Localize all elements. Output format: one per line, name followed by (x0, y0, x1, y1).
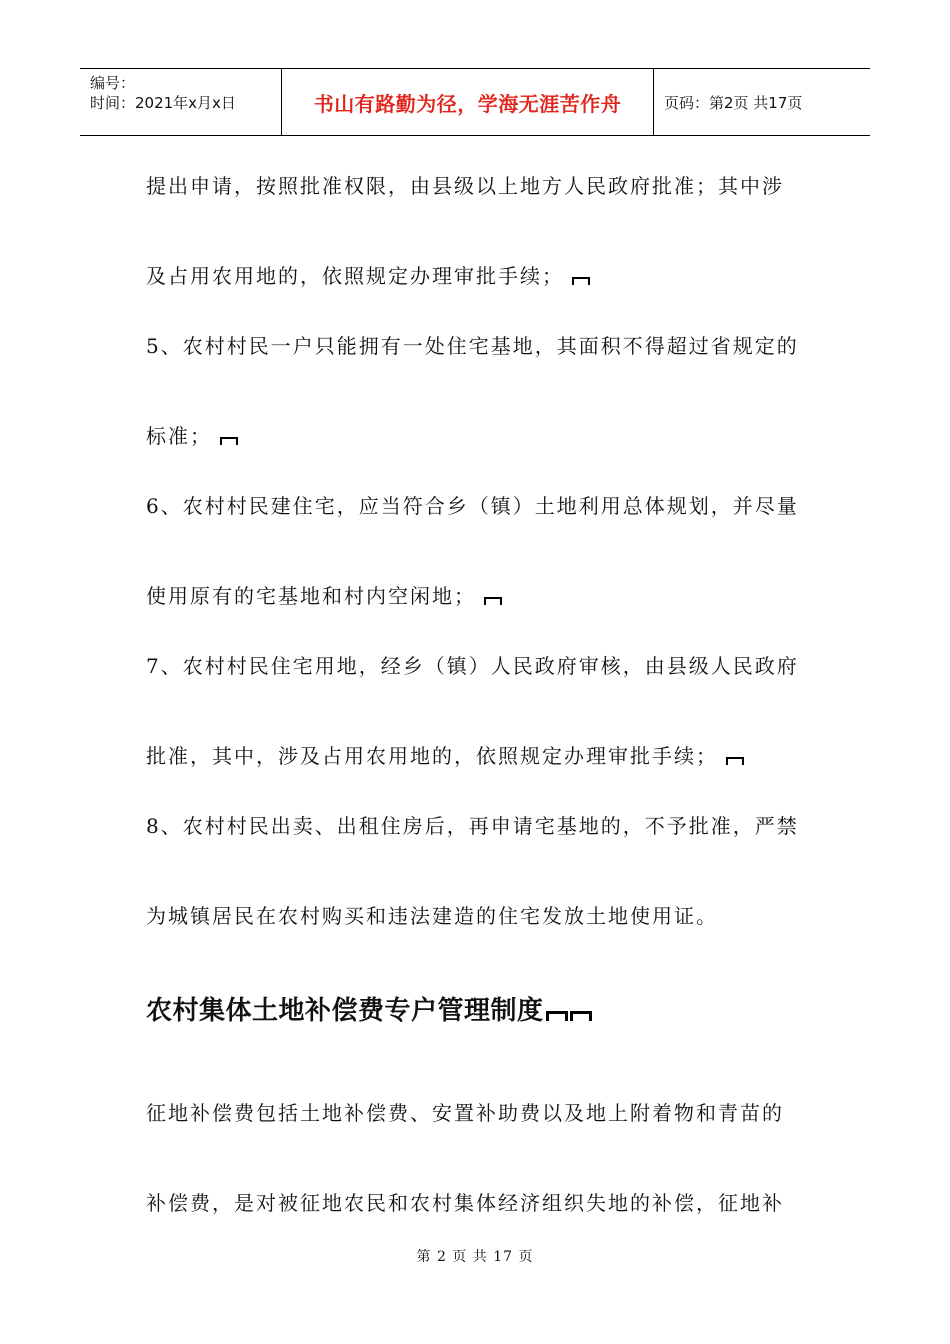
text-line-content: 6、农村村民建住宅，应当符合乡（镇）土地利用总体规划，并尽量 (146, 494, 799, 518)
section-heading (146, 996, 592, 1026)
paragraph-mark-icon (546, 1011, 568, 1021)
paragraph-mark-icon (484, 597, 502, 605)
text-line-content: 5、农村村民一户只能拥有一处住宅基地，其面积不得超过省规定的 (146, 334, 799, 358)
header-page-info: 页码：第2页 共17页 (664, 93, 803, 112)
paragraph-mark-icon (220, 437, 238, 445)
text-line (146, 904, 718, 928)
text-line-content: 批准，其中，涉及占用农用地的，依照规定办理审批手续； (146, 744, 718, 768)
text-line (146, 584, 502, 608)
text-line (146, 494, 799, 518)
header-motto: 书山有路勤为径，学海无涯苦作舟 (282, 69, 654, 135)
text-line-content: 及占用农用地的，依照规定办理审批手续； (146, 264, 564, 288)
page-header (80, 68, 870, 136)
text-line (146, 744, 744, 768)
text-line-content: 补偿费，是对被征地农民和农村集体经济组织失地的补偿，征地补 (146, 1191, 784, 1215)
paragraph-mark-icon (726, 757, 744, 765)
text-line (146, 1101, 784, 1125)
text-line-content: 提出申请，按照批准权限，由县级以上地方人民政府批准；其中涉 (146, 174, 784, 198)
document-number-label: 编号： (90, 74, 136, 92)
text-line (146, 174, 784, 198)
text-line-content: 8、农村村民出卖、出租住房后，再申请宅基地的，不予批准，严禁 (146, 814, 799, 838)
header-meta (80, 69, 282, 135)
text-line-content: 7、农村村民住宅用地，经乡（镇）人民政府审核，由县级人民政府 (146, 654, 799, 678)
section-heading-text: 农村集体土地补偿费专户管理制度 (146, 996, 544, 1026)
text-line (146, 1191, 784, 1215)
paragraph-mark-icon (572, 277, 590, 285)
text-line (146, 424, 238, 448)
text-line (146, 654, 799, 678)
paragraph-mark-icon (570, 1011, 592, 1021)
document-date-label: 时间：2021年x月x日 (90, 94, 236, 112)
text-line-content: 征地补偿费包括土地补偿费、安置补助费以及地上附着物和青苗的 (146, 1101, 784, 1125)
text-line-content: 为城镇居民在农村购买和违法建造的住宅发放土地使用证。 (146, 904, 718, 928)
text-line (146, 814, 799, 838)
page-footer: 第 2 页 共 17 页 (416, 1249, 534, 1265)
text-line (146, 334, 799, 358)
text-line-content: 使用原有的宅基地和村内空闲地； (146, 584, 476, 608)
text-line-content: 标准； (146, 424, 212, 448)
text-line (146, 264, 590, 288)
